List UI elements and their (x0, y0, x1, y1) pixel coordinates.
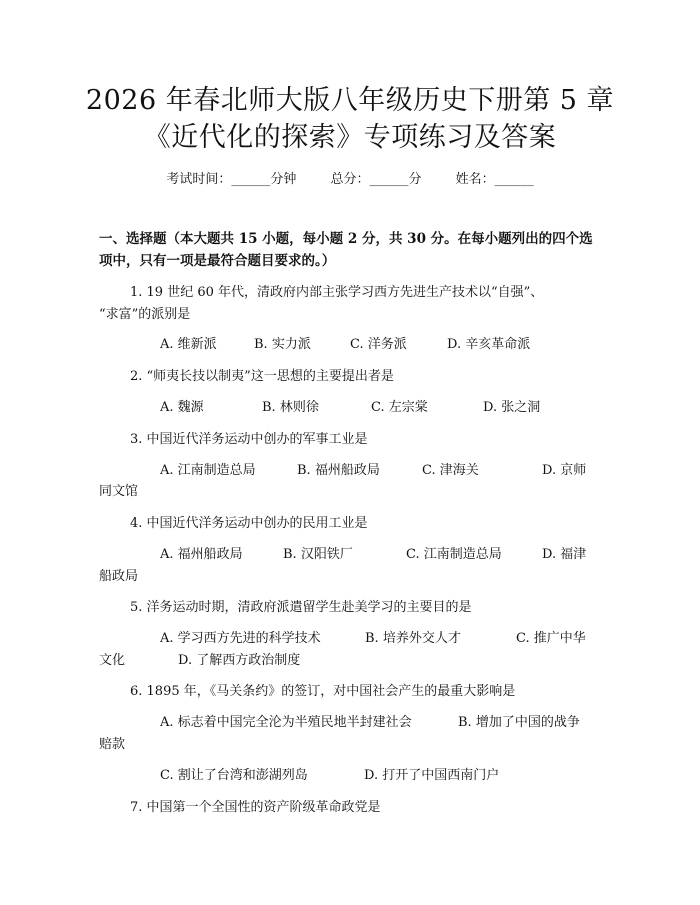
question-6-text: 6. 1895 年，《马关条约》的签订，对中国社会产生的最重大影响是 (130, 684, 516, 699)
question-1-text-wrap: “求富”的派别是 (99, 307, 191, 322)
question-1-option-b[interactable]: B. 实力派 (254, 337, 311, 352)
total-score-field: 总分：______分 (330, 172, 422, 187)
section-heading-line1: 一、选择题（本大题共 15 小题，每小题 2 分，共 30 分。在每小题列出的四个选 (99, 231, 593, 247)
question-3-option-d[interactable]: D. 京师 (542, 463, 587, 478)
question-4-option-c[interactable]: C. 江南制造总局 (406, 547, 502, 562)
question-4-option-d-wrap: 船政局 (99, 569, 139, 584)
document-title-line1: 2026 年春北师大版八年级历史下册第 5 章 (85, 85, 615, 116)
question-2-option-c[interactable]: C. 左宗棠 (371, 400, 428, 415)
question-5-option-c-wrap: 文化 (99, 653, 126, 668)
question-6-option-b[interactable]: B. 增加了中国的战争 (458, 715, 580, 730)
document-title-line2: 《近代化的探索》专项练习及答案 (143, 122, 557, 153)
exam-time-field: 考试时间：______分钟 (166, 172, 297, 187)
question-2-option-b[interactable]: B. 林则徐 (262, 400, 319, 415)
question-3-option-a[interactable]: A. 江南制造总局 (160, 463, 256, 478)
question-2-option-d[interactable]: D. 张之洞 (483, 400, 541, 415)
question-3-option-c[interactable]: C. 津海关 (422, 463, 479, 478)
question-5-option-d[interactable]: D. 了解西方政治制度 (178, 653, 301, 668)
question-6-option-b-wrap: 赔款 (99, 737, 126, 752)
question-4-option-d[interactable]: D. 福津 (542, 547, 587, 562)
section-heading-line2: 项中，只有一项是最符合题目要求的。） (99, 253, 336, 269)
question-6-option-c[interactable]: C. 割让了台湾和澎湖列岛 (160, 768, 308, 783)
question-1-text: 1. 19 世纪 60 年代，清政府内部主张学习西方先进生产技术以“自强”、 (130, 285, 544, 300)
question-7-text: 7. 中国第一个全国性的资产阶级革命政党是 (130, 800, 381, 815)
question-2-option-a[interactable]: A. 魏源 (160, 400, 204, 415)
question-1-option-a[interactable]: A. 维新派 (160, 337, 217, 352)
question-1-option-c[interactable]: C. 洋务派 (350, 337, 407, 352)
question-4-text: 4. 中国近代洋务运动中创办的民用工业是 (130, 516, 368, 531)
question-5-option-c[interactable]: C. 推广中华 (516, 631, 586, 646)
question-3-option-b[interactable]: B. 福州船政局 (297, 463, 380, 478)
question-5-text: 5. 洋务运动时期，清政府派遣留学生赴美学习的主要目的是 (130, 600, 472, 615)
name-field: 姓名：______ (455, 172, 534, 187)
question-5-option-b[interactable]: B. 培养外交人才 (365, 631, 461, 646)
question-6-option-d[interactable]: D. 打开了中国西南门户 (364, 768, 500, 783)
question-4-option-b[interactable]: B. 汉阳铁厂 (283, 547, 353, 562)
exam-info-row (0, 168, 700, 187)
question-4-option-a[interactable]: A. 福州船政局 (160, 547, 243, 562)
question-3-text: 3. 中国近代洋务运动中创办的军事工业是 (130, 432, 368, 447)
question-6-option-a[interactable]: A. 标志着中国完全沦为半殖民地半封建社会 (160, 715, 412, 730)
question-2-text: 2. “师夷长技以制夷”这一思想的主要提出者是 (130, 369, 394, 384)
question-3-option-d-wrap: 同文馆 (99, 484, 139, 499)
question-1-option-d[interactable]: D. 辛亥革命派 (447, 337, 531, 352)
question-5-option-a[interactable]: A. 学习西方先进的科学技术 (160, 631, 321, 646)
